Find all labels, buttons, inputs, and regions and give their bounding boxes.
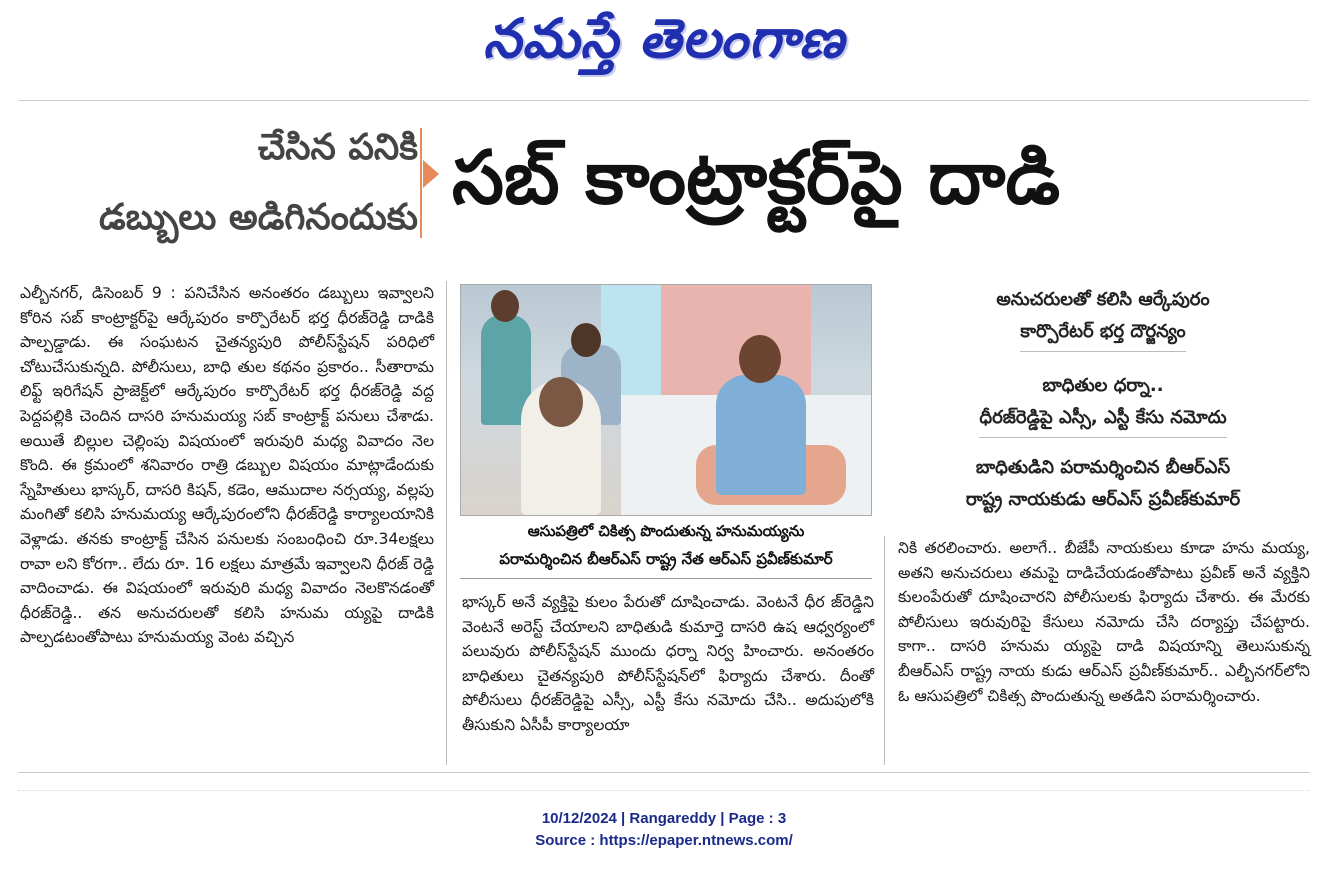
masthead	[0, 0, 1328, 82]
photo-caption-line-2: పరామర్శించిన బీఆర్‌ఎస్ రాష్ట్ర నేత ఆర్‌ఎస్ ప్రవీణ్‌కుమార్	[499, 550, 833, 568]
deck-1	[896, 284, 1310, 352]
caption-divider	[460, 578, 872, 579]
footer	[0, 808, 1328, 852]
column-3-text: నికి తరలించారు. అలాగే.. బీజేపీ నాయకులు కూడా హను మయ్య, అతని అనుచరులు తమపై దాడిచేయడంతోపాటు ప్రవీణ్ అనే వ్యక్తిని కులంపేరుతో దూషించారని పోలీసులకు ఫిర్యాదు చేశారు. ఈ మేరకు పోలీసులు ఇరువురిపై కేసులు నమోదు చేసి దర్యాప్తు చేపట్టారు. కాగా.. దాసరి హనుమ య్యపై దాడి విషయాన్ని తెలుసుకున్న బీఆర్‌ఎస్ రాష్ట్ర నాయ కుడు ఆర్‌ఎస్ ప్రవీణ్‌కుమార్.. ఎల్బీనగర్‌లోని ఓ ఆసుపత్రిలో చికిత్స పొందుతున్న అతడిని పరామర్శించారు.	[898, 539, 1310, 705]
top-divider	[18, 100, 1310, 101]
photo-caption-line-1: ఆసుపత్రిలో చికిత్స పొందుతున్న హనుమయ్యను	[527, 522, 805, 540]
article-photo	[460, 284, 872, 516]
kicker	[18, 112, 418, 252]
kicker-line-2: డబ్బులు అడిగినందుకు	[98, 197, 418, 238]
deck-1-line-2: కార్పొరేటర్ భర్త దౌర్జన్యం	[1020, 316, 1185, 352]
newspaper-logo: నమస్తే తెలంగాణ	[483, 7, 845, 70]
deck-3-line-1: బాధితుడిని పరామర్శించిన బీఆర్‌ఎస్	[975, 457, 1231, 478]
footer-source: Source : https://epaper.ntnews.com/	[535, 832, 793, 849]
deck-2	[896, 370, 1310, 438]
article-column-3	[898, 536, 1310, 708]
photo-caption	[460, 517, 872, 577]
column-1-text: ఎల్బీనగర్, డిసెంబర్ 9 : పనిచేసిన అనంతరం డబ్బులు ఇవ్వాలని కోరిన సబ్ కాంట్రాక్టర్‌పై ఆర్కేపురం కార్పొరేటర్ భర్త ధీరజ్‌రెడ్డి దాడికి పాల్పడ్డాడు. ఈ సంఘటన చైతన్యపురి పోలీస్‌స్టేషన్ పరిధిలో చోటుచేసుకున్నది. పోలీసులు, బాధి తుల కథనం ప్రకారం.. సీతారామ లిఫ్ట్ ఇరిగేషన్ ప్రాజెక్ట్‌లో ఆర్కేపురం కార్పొరేటర్ భర్త ధీరజ్‌రెడ్డి వద్ద పెద్దపల్లికి చెందిన దాసరి హనుమయ్య సబ్ కాంట్రాక్ట్ పనులు చేశాడు. అయితే బిల్లుల చెల్లింపు విషయంలో ఇరువురి మధ్య వివాదం నెల కొంది. ఈ క్రమంలో శనివారం రాత్రి డబ్బుల విషయం మాట్లాడేందుకు స్నేహితులు భాస్కర్, దాసరి కిషన్, కడెం, ఆముదాల నర్సయ్య, వల్లపు మంగితో కలిసి హనుమయ్య ఆర్కేపురంలోని ధీరజ్‌రెడ్డి కార్యాలయానికి వెళ్లాడు. తనకు కాంట్రాక్ట్ చేసిన పనులకు సంబంధించి రూ.34లక్షలు రావా లని కోరగా.. లేదు రూ. 16 లక్షలు మాత్రమే ఇవ్వాలని ధీరజ్ రెడ్డి వాదించాడు. ఈ విషయంలో ఇరువురి మధ్య వివాదం నెలకొనడంతో ధీరజ్‌రెడ్డి.. తన అనుచరులతో కలిసి హనుమ య్యపై దాడికి పాల్పడటంతోపాటు హనుమయ్య వెంట వచ్చిన	[20, 284, 434, 647]
kicker-arrow-icon	[423, 160, 439, 188]
bottom-dotted-rule	[18, 782, 1310, 791]
article-column-2	[462, 590, 874, 738]
column-divider	[884, 536, 885, 765]
deck-2-line-1: బాధితుల ధర్నా..	[1042, 375, 1164, 396]
kicker-line-1: చేసిన పనికి	[257, 127, 418, 168]
column-2-text: భాస్కర్ అనే వ్యక్తిపై కులం పేరుతో దూషించాడు. వెంటనే ధీర జ్‌రెడ్డిని వెంటనే అరెస్ట్ చేయాలని బాధితుడి కుమార్తె దాసరి ఉష ఆధ్వర్యంలో పలువురు పోలీస్‌స్టేషన్ ముందు ధర్నా నిర్వ హించారు. అనంతరం బాధితులు చైతన్యపురి పోలీస్‌స్టేషన్‌లో ఫిర్యాదు చేశారు. దీంతో పోలీసులు ధీరజ్‌రెడ్డిపై ఎస్సీ, ఎస్టీ కేసు నమోదు చేసి.. అదుపులోకి తీసుకుని ఏసీపీ కార్యాలయా	[462, 593, 874, 734]
headline: సబ్ కాంట్రాక్టర్‌పై దాడి	[452, 135, 1061, 221]
footer-date-edition: 10/12/2024 | Rangareddy | Page : 3	[541, 810, 787, 827]
deck-3	[896, 452, 1310, 516]
deck-2-line-2: ధీరజ్‌రెడ్డిపై ఎస్సీ, ఎస్టీ కేసు నమోదు	[979, 402, 1226, 438]
column-divider	[446, 281, 447, 765]
kicker-divider	[420, 128, 422, 238]
article-column-1	[20, 281, 434, 650]
deck-3-line-2: రాష్ట్ర నాయకుడు ఆర్‌ఎస్ ప్రవీణ్‌కుమార్	[965, 489, 1241, 510]
bottom-divider	[18, 772, 1310, 773]
deck-1-line-1: అనుచరులతో కలిసి ఆర్కేపురం	[996, 289, 1210, 310]
